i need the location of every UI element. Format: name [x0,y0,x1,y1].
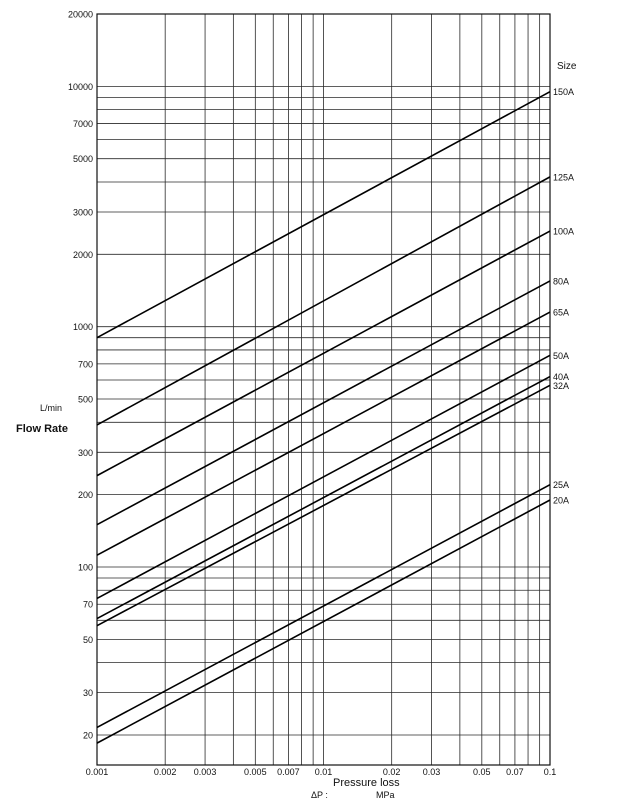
series-label-50a: 50A [553,350,570,361]
y-tick-label: 20 [82,730,93,741]
chart-grid [97,14,550,765]
x-tick-label: 0.005 [244,767,267,777]
series-label-20a: 20A [553,495,570,506]
x-axis-unit: MPa [376,790,395,800]
y-tick-labels [68,10,93,741]
x-tick-label: 0.1 [543,767,557,777]
series-label-125a: 125A [553,172,575,183]
x-tick-label: 0.003 [193,767,217,777]
y-tick-label: 2000 [72,249,93,260]
x-tick-labels [86,767,557,777]
x-tick-label: 0.07 [506,767,524,777]
y-tick-label: 20000 [67,9,93,20]
y-tick-label: 50 [82,634,93,645]
chart-series-labels [553,87,574,505]
y-tick-label: 1000 [72,322,93,333]
y-tick-label: 7000 [72,119,93,130]
x-tick-label: 0.02 [382,767,401,777]
y-tick-label: 100 [77,562,93,573]
y-tick-label: 500 [77,394,93,405]
series-label-32a: 32A [553,380,570,391]
series-label-25a: 25A [553,480,570,491]
y-tick-label: 5000 [72,154,93,165]
series-label-65a: 65A [553,307,570,318]
x-tick-label: 0.002 [153,767,177,777]
y-tick-label: 10000 [67,81,93,92]
y-axis-unit: L/min [40,403,63,413]
y-tick-label: 70 [82,599,93,610]
x-axis-label: Pressure loss [333,777,400,789]
x-tick-label: 0.007 [277,767,300,777]
y-tick-label: 200 [77,490,93,501]
y-tick-label: 3000 [72,207,93,218]
x-tick-label: 0.03 [422,767,441,777]
series-label-40a: 40A [553,372,570,383]
x-tick-label: 0.01 [314,767,333,777]
y-tick-label: 300 [77,447,93,458]
y-axis-label: Flow Rate [16,423,68,435]
x-tick-label: 0.001 [85,767,109,777]
series-label-100a: 100A [553,226,575,237]
x-axis-symbol: ΔP : [311,790,328,800]
legend-title: Size [557,61,577,72]
series-label-150a: 150A [553,87,575,98]
y-tick-label: 700 [77,359,93,370]
series-label-80a: 80A [553,276,570,287]
x-tick-label: 0.05 [473,767,491,777]
y-tick-label: 30 [82,688,93,699]
